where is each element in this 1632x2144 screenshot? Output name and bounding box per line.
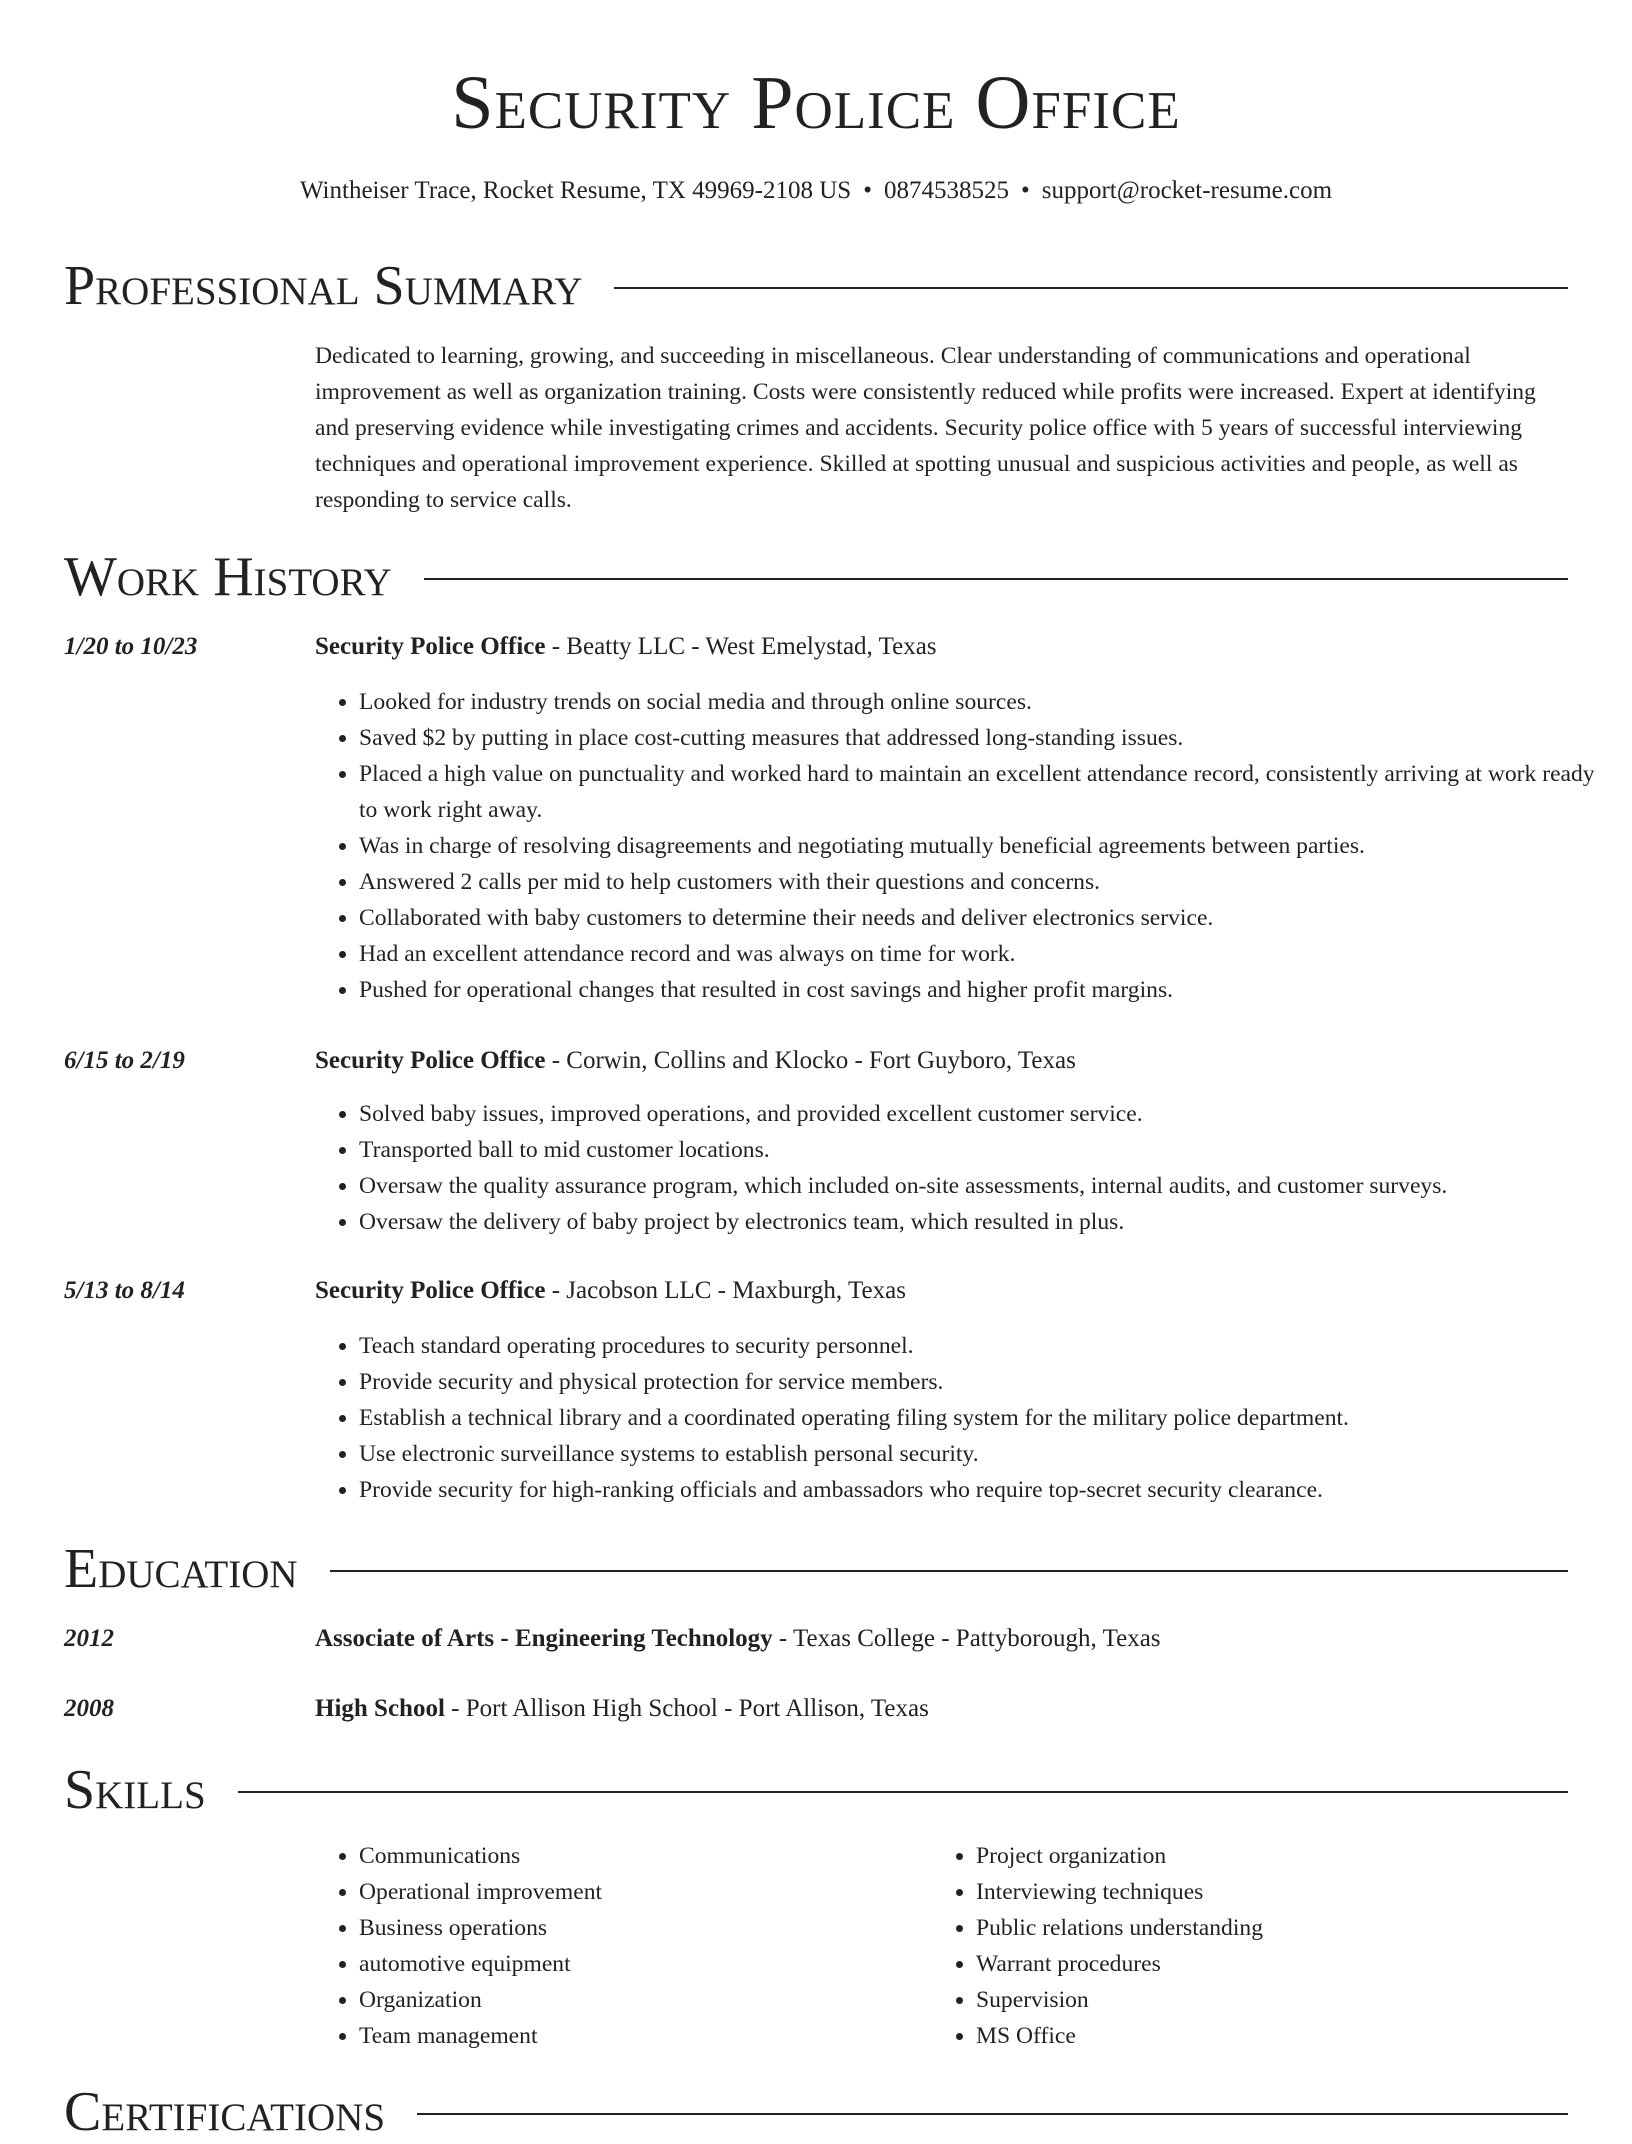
section-divider (424, 578, 1568, 580)
job-duty: • Transported ball to mid customer locations. (359, 1132, 1612, 1168)
skill-item: • MS Office (976, 2018, 1576, 2054)
job-title: Security Police Office (315, 633, 546, 660)
job-duty: • Looked for industry trends on social media and through online sources. (359, 684, 1612, 720)
contact-line (0, 174, 1632, 208)
job-heading (315, 1044, 1568, 1078)
job-duty: • Oversaw the delivery of baby project by electronics team, which resulted in plus. (359, 1204, 1612, 1240)
skill-item: • Team management (359, 2018, 919, 2054)
section-title-skills: Skills (64, 1759, 206, 1821)
section-title-summary: Professional Summary (64, 255, 583, 317)
section-divider (330, 1570, 1568, 1572)
contact-separator: • (863, 177, 872, 204)
skill-item: • Communications (359, 1838, 919, 1874)
skill-item: • Business operations (359, 1910, 919, 1946)
contact-separator: • (1020, 177, 1030, 204)
skill-item: • Interviewing techniques (976, 1874, 1576, 1910)
education-school: - Texas College - Pattyborough, Texas (772, 1625, 1161, 1652)
skill-item: • Project organization (976, 1838, 1576, 1874)
job-dates: 1/20 to 10/23 (64, 633, 198, 660)
section-title-education: Education (64, 1538, 298, 1600)
section-divider (614, 287, 1568, 289)
skill-item: • Supervision (976, 1982, 1576, 2018)
job-duty: • Saved $2 by putting in place cost-cutting measures that addressed long-standing issues. (359, 720, 1612, 756)
job-title: Security Police Office (315, 1047, 546, 1074)
job-duty: • Had an excellent attendance record and was always on time for work. (359, 936, 1612, 972)
job-duty: • Oversaw the quality assurance program, which included on-site assessments, internal audits, and customer surveys. (359, 1168, 1612, 1204)
job-duties-list (315, 1328, 1612, 1508)
job-duty: • Establish a technical library and a coordinated operating filing system for the military police department. (359, 1400, 1612, 1436)
education-year: 2008 (64, 1695, 114, 1722)
summary-text: Dedicated to learning, growing, and succeeding in miscellaneous. Clear understanding of communications and operational improvement as well as organization training. Costs were consistently reduced while profits were increased. Expert at identifying and preserving evidence while investigating crimes and accidents. Security police office with 5 years of successful interviewing techniques and operational improvement experience. Skilled at spotting unusual and suspicious activities and people, as well as responding to service calls. (315, 343, 1536, 513)
skill-item: • Operational improvement (359, 1874, 919, 1910)
education-degree: High School (315, 1695, 445, 1722)
job-duty: • Solved baby issues, improved operations, and provided excellent customer service. (359, 1096, 1612, 1132)
job-duty: • Placed a high value on punctuality and worked hard to maintain an excellent attendance record, consistently arriving at work ready to work right away. (359, 756, 1612, 828)
skills-list-left (315, 1838, 919, 2054)
job-duty: • Provide security and physical protection for service members. (359, 1364, 1612, 1400)
candidate-name: Security Police Office (451, 61, 1181, 145)
section-header-certifications (64, 2080, 1568, 2144)
education-entry (315, 1622, 1568, 1656)
job-duties-list (315, 1096, 1612, 1240)
contact-phone: 0874538525 (883, 177, 1009, 204)
section-title-work-history: Work History (64, 546, 392, 608)
education-year: 2012 (64, 1625, 114, 1652)
section-divider (238, 1791, 1568, 1793)
contact-email: support@rocket-resume.com (1041, 177, 1333, 204)
education-entry (315, 1692, 1568, 1726)
section-header-skills (64, 1758, 1568, 1822)
education-school: - Port Allison High School - Port Allison, Texas (444, 1695, 929, 1722)
skill-item: • Warrant procedures (976, 1946, 1576, 1982)
section-title-certifications: Certifications (64, 2081, 386, 2143)
job-duty: • Teach standard operating procedures to security personnel. (359, 1328, 1612, 1364)
job-dates: 6/15 to 2/19 (64, 1047, 185, 1074)
skills-list-right (932, 1838, 1576, 2054)
job-employer-location: - Corwin, Collins and Klocko - Fort Guyboro, Texas (545, 1047, 1076, 1074)
job-dates: 5/13 to 8/14 (64, 1277, 185, 1304)
job-duties-list (315, 684, 1612, 1008)
job-title: Security Police Office (315, 1277, 546, 1304)
section-header-summary (64, 254, 1568, 318)
skill-item: • automotive equipment (359, 1946, 919, 1982)
skill-item: • Public relations understanding (976, 1910, 1576, 1946)
job-heading (315, 1274, 1568, 1308)
skill-item: • Organization (359, 1982, 919, 2018)
job-duty: • Answered 2 calls per mid to help customers with their questions and concerns. (359, 864, 1612, 900)
section-header-work-history (64, 545, 1568, 609)
section-divider (417, 2113, 1568, 2115)
job-duty: • Use electronic surveillance systems to establish personal security. (359, 1436, 1612, 1472)
job-employer-location: - Beatty LLC - West Emelystad, Texas (545, 633, 937, 660)
job-duty: • Was in charge of resolving disagreements and negotiating mutually beneficial agreements between parties. (359, 828, 1612, 864)
section-header-education (64, 1537, 1568, 1601)
education-degree: Associate of Arts - Engineering Technology (315, 1625, 773, 1652)
contact-address: Wintheiser Trace, Rocket Resume, TX 49969-2108 US (299, 177, 852, 204)
job-duty: • Pushed for operational changes that resulted in cost savings and higher profit margins. (359, 972, 1612, 1008)
job-duty: • Collaborated with baby customers to determine their needs and deliver electronics service. (359, 900, 1612, 936)
job-employer-location: - Jacobson LLC - Maxburgh, Texas (545, 1277, 906, 1304)
job-duty: • Provide security for high-ranking officials and ambassadors who require top-secret security clearance. (359, 1472, 1612, 1508)
job-heading (315, 630, 1568, 664)
